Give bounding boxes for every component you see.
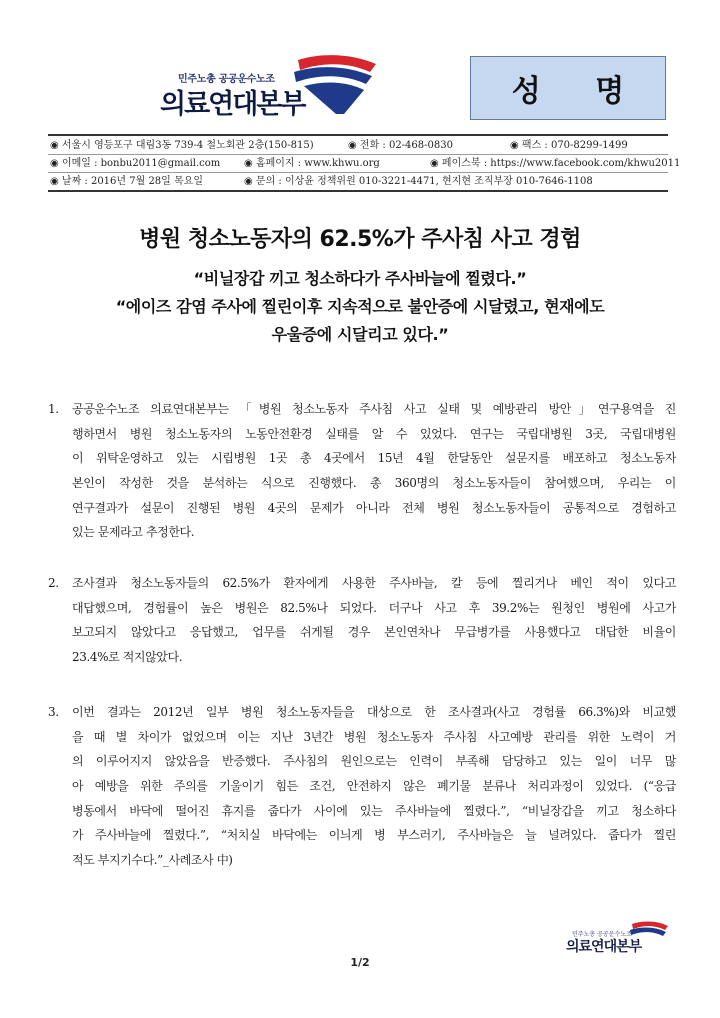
paragraph-line: 을 때 별 차이가 없었으며 이는 지난 3년간 병원 청소노동자 주사침 사고예방 관리를 위한 노력이 거 (72, 729, 676, 744)
address-text: ◉ 서울시 영등포구 대림3동 739-4 철노회관 2층(150-815) (50, 140, 314, 151)
footer-logo-title: 의료연대본부 (566, 939, 642, 955)
logo-title: 의료연대본부 (160, 89, 305, 120)
subtitle-line: “에이즈 감염 주사에 찔린이후 지속적으로 불안증에 시달렸고, 현재에도 (115, 297, 605, 316)
paragraph-line: 연구결과가 설문이 진행된 병원 4곳의 문제가 아니라 전체 병원 청소노동자들이 공통적으로 경험하고 (72, 500, 676, 515)
subtitle-line: “비닐장갑 끼고 청소하다가 주사바늘에 찔렸다.” (193, 269, 527, 288)
paragraph-line: 아 예방을 위한 주의를 기울이기 힘든 조건, 안전하지 않은 폐기물 분류나 처리과정이 있었다. (“응급 (72, 779, 676, 794)
phone-text: ◉ 전화 : 02-468-0830 (348, 140, 453, 151)
header (62, 40, 668, 122)
statement-label-box (470, 56, 666, 120)
page-number: 1/2 (350, 956, 370, 969)
email-text: ◉ 이메일 : bonbu2011@gmail.com (50, 158, 221, 169)
paragraph-line: 이 위탁운영하고 있는 시립병원 1곳 총 4곳에서 15년 4월 한달동안 설문지를 배포하고 청소노동자 (72, 451, 676, 466)
paragraph-3 (48, 700, 676, 873)
statement-label: 성 명 (511, 74, 647, 109)
contact-text: ◉ 문의 : 이상윤 정책위원 010-3221-4471, 현지현 조직부장 010-7646-1108 (244, 176, 593, 187)
paragraph-line: 있는 문제라고 추정한다. (72, 525, 195, 540)
info-row-2 (48, 155, 681, 172)
paragraph-line: 이번 결과는 2012년 일부 병원 청소노동자들을 대상으로 한 조사결과(사고 경험률 66.3%)와 비교했 (72, 705, 676, 719)
paragraph-number: 1. (48, 402, 59, 416)
homepage-text: ◉ 홈페이지 : www.khwu.org (244, 158, 380, 169)
footer-logo (560, 918, 670, 958)
paragraph-line: 의 이루어지지 않았음을 반증했다. 주사침의 원인으로는 인력이 부족해 담당하고 있는 일이 너무 많 (72, 754, 676, 769)
fax-text: ◉ 팩스 : 070-8299-1499 (510, 140, 628, 151)
paragraph-line: 병동에서 바닥에 떨어진 휴지를 줍다가 사이에 있는 주사바늘에 찔렸다.”, “비닐장갑을 끼고 청소하다 (72, 803, 676, 818)
paragraph-line: 보고되지 않았다고 응답했고, 업무를 쉬게될 경우 본인연차나 무급병가를 사용했다고 대답한 비율이 (72, 625, 676, 640)
info-row-1 (48, 137, 668, 154)
footer-logo-subtitle: 민주노총 공공운수노조 (572, 931, 632, 938)
paragraph-line: 행하면서 병원 청소노동자의 노동안전환경 실태를 알 수 있었다. 연구는 국립대병원 3곳, 국립대병원 (72, 426, 676, 441)
info-row-3 (48, 173, 668, 190)
paragraph-number: 3. (48, 705, 59, 719)
paragraph-line: 적도 부지기수다.”_사례조사 中) (72, 853, 233, 868)
org-logo (148, 50, 378, 120)
paragraph-line: 조사결과 청소노동자들의 62.5%가 환자에게 사용한 주사바늘, 칼 등에 찔리거나 베인 적이 있다고 (72, 576, 676, 590)
paragraph-line: 가 주사바늘에 찔렸다.”, “처치실 바닥에는 이늬게 병 부스러기, 주사바늘은 늘 널려있다. 줍다가 찔린 (72, 828, 676, 843)
paragraph-line: 대답했으며, 경험률이 높은 병원은 82.5%나 되었다. 더구나 사고 후 39.2%는 원청인 병원에 사고가 (72, 600, 676, 615)
paragraph-number: 2. (48, 576, 59, 590)
facebook-text: ◉ 페이스북 : https://www.facebook.com/khwu2011 (430, 158, 681, 169)
logo-subtitle: 민주노총 공공운수노조 (178, 74, 275, 85)
date-text: ◉ 날짜 : 2016년 7월 28일 목요일 (50, 176, 203, 187)
paragraph-line: 23.4%로 적지않았다. (72, 650, 183, 665)
contact-info-table (48, 134, 681, 192)
paragraph-line: 공공운수노조 의료연대본부는 「병원 청소노동자 주사침 사고 실태 및 예방관리 방안」연구용역을 진 (72, 402, 676, 416)
paragraph-line: 본인이 작성한 것을 분석하는 식으로 진행했다. 총 360명의 청소노동자들이 참여했으며, 우리는 이 (72, 476, 676, 491)
page-title: 병원 청소노동자의 62.5%가 주사침 사고 경험 (139, 227, 581, 252)
subtitle-line: 우울증에 시달리고 있다.” (271, 325, 449, 344)
paragraph-2 (48, 571, 676, 670)
paragraph-1 (48, 397, 676, 545)
